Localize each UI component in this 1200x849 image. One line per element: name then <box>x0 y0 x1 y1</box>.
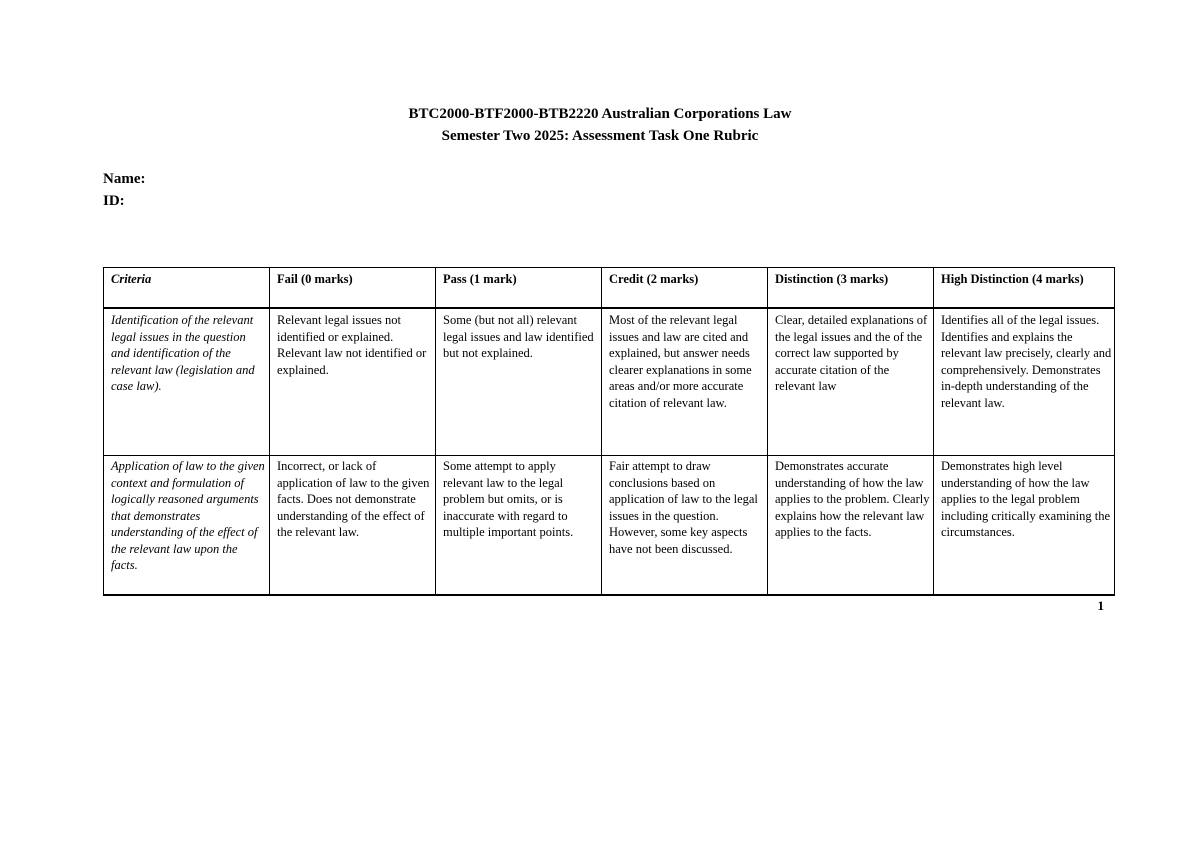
name-label: Name: <box>103 171 146 187</box>
credit-cell: Fair attempt to draw conclusions based on application of law to the legal issues in the question. However, some key aspects have not been discussed. <box>602 456 768 596</box>
rubric-header-row <box>104 268 1115 309</box>
header-distinction: Distinction (3 marks) <box>768 268 934 309</box>
document-title <box>0 103 1200 147</box>
page-number: 1 <box>1097 598 1104 613</box>
criteria-cell: Identification of the relevant legal issues in the question and identification of the relevant law (legislation and case law). <box>104 308 270 456</box>
header-high-distinction: High Distinction (4 marks) <box>934 268 1115 309</box>
credit-cell: Most of the relevant legal issues and law are cited and explained, but answer needs clearer explanations in some areas and/or more accurate citation of relevant law. <box>602 308 768 456</box>
rubric-table <box>103 267 1115 596</box>
pass-cell: Some (but not all) relevant legal issues and law identified but not explained. <box>436 308 602 456</box>
fail-cell: Incorrect, or lack of application of law to the given facts. Does not demonstrate understanding of the effect of the relevant law. <box>270 456 436 596</box>
fail-cell: Relevant legal issues not identified or explained. Relevant law not identified or explained. <box>270 308 436 456</box>
header-pass: Pass (1 mark) <box>436 268 602 309</box>
student-info <box>103 168 145 212</box>
header-criteria: Criteria <box>104 268 270 309</box>
header-credit: Credit (2 marks) <box>602 268 768 309</box>
pass-cell: Some attempt to apply relevant law to the legal problem but omits, or is inaccurate with regard to multiple important points. <box>436 456 602 596</box>
id-label: ID: <box>103 193 125 209</box>
distinction-cell: Demonstrates accurate understanding of how the law applies to the problem. Clearly explains how the relevant law applies to the facts. <box>768 456 934 596</box>
high-distinction-cell: Demonstrates high level understanding of how the law applies to the legal problem including critically examining the circumstances. <box>934 456 1115 596</box>
rubric-subtitle: Semester Two 2025: Assessment Task One Rubric <box>441 128 759 144</box>
criteria-cell: Application of law to the given context and formulation of logically reasoned arguments that demonstrates understanding of the effect of the relevant law upon the facts. <box>104 456 270 596</box>
distinction-cell: Clear, detailed explanations of the legal issues and the of the correct law supported by accurate citation of the relevant law <box>768 308 934 456</box>
course-title: BTC2000-BTF2000-BTB2220 Australian Corporations Law <box>408 106 792 122</box>
table-row <box>104 456 1115 596</box>
table-row <box>104 308 1115 456</box>
high-distinction-cell: Identifies all of the legal issues. Identifies and explains the relevant law precisely, clearly and comprehensively. Demonstrates in-depth understanding of the relevant law. <box>934 308 1115 456</box>
header-fail: Fail (0 marks) <box>270 268 436 309</box>
